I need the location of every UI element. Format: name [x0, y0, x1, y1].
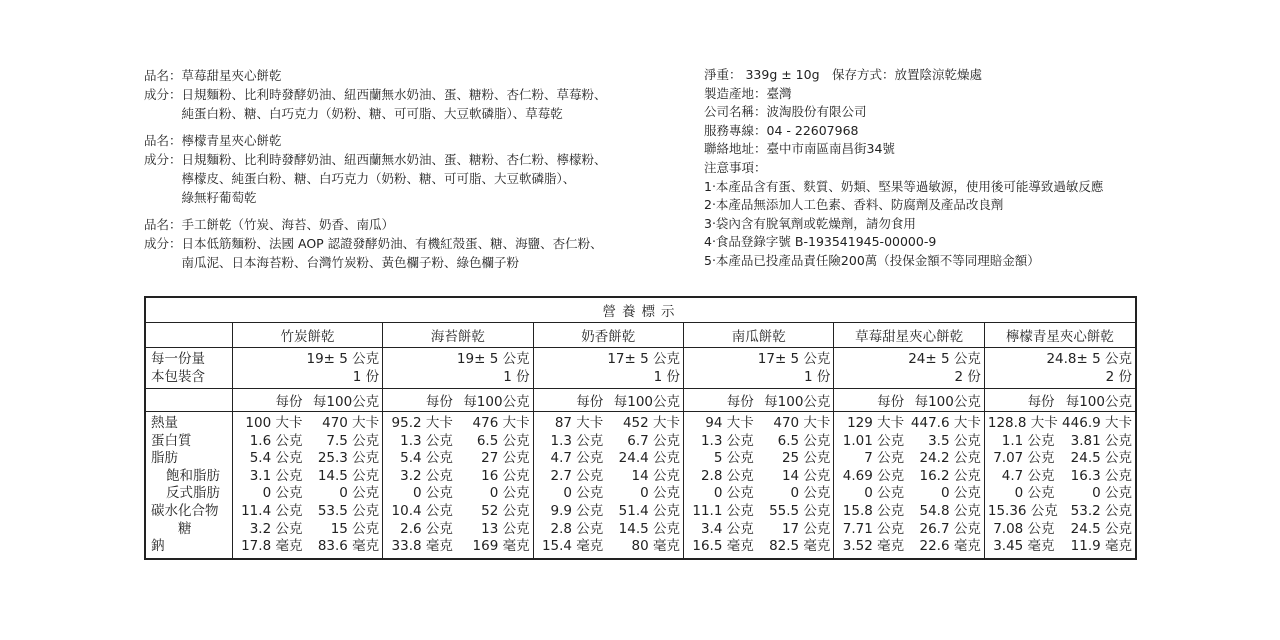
- serving-values: [533, 348, 683, 389]
- value-per-100g: 52 公克: [481, 502, 530, 519]
- value-per-serving: 11.1 公克: [684, 503, 757, 521]
- nutrient-row: [146, 538, 1135, 558]
- value-per-serving: 1.3 公克: [684, 433, 757, 451]
- value-per-serving: 3.52 毫克: [834, 538, 907, 558]
- nutrient-row: [146, 468, 1135, 486]
- nutrient-label: 碳水化合物: [151, 502, 219, 519]
- product-column-name: 奶香餅乾: [533, 323, 683, 348]
- value-per-100g: 25 公克: [781, 450, 831, 467]
- product-name: 草莓甜星夾心餅乾: [181, 68, 282, 83]
- value-per-100g: 6.5 公克: [476, 432, 530, 449]
- value-per-serving: 7.08 公克: [984, 521, 1057, 539]
- value-per-100g: 16.3 公克: [1070, 467, 1132, 484]
- servings-count: 2 份: [1105, 369, 1132, 385]
- value-per-100g: 470 大卡: [322, 415, 380, 431]
- product-block: [144, 131, 664, 207]
- ingredients-row: [144, 234, 664, 272]
- value-per-serving: 5 公克: [684, 450, 757, 468]
- ingredients-line: 檸檬皮、純蛋白粉、糖、白巧克力（奶粉、糖、可可脂、大豆軟磷脂）、: [181, 171, 576, 186]
- per-100g-header: 每100公克: [757, 389, 834, 412]
- value-per-100g: 11.9 毫克: [1070, 538, 1132, 555]
- serving-size: 24.8± 5 公克: [1046, 351, 1132, 367]
- value-per-serving: 3.2 公克: [232, 521, 305, 539]
- value-per-100g: 24.4 公克: [618, 450, 681, 467]
- product-name-label: 品名：: [144, 217, 182, 232]
- value-per-serving: 0 公克: [232, 485, 305, 503]
- product-column-name: 檸檬青星夾心餅乾: [984, 323, 1135, 348]
- value-per-100g: 54.8 公克: [919, 502, 981, 519]
- product-column-name: 竹炭餅乾: [232, 323, 382, 348]
- ingredients-text: [182, 85, 664, 123]
- info-line: 公司名稱：波淘股份有限公司: [704, 104, 867, 120]
- serving-size: 17± 5 公克: [757, 351, 831, 367]
- value-per-serving: 7.71 公克: [834, 521, 907, 539]
- value-per-serving: 15.4 毫克: [533, 538, 606, 558]
- value-per-100g: 24.5 公克: [1070, 450, 1132, 467]
- serving-row: [146, 348, 1135, 389]
- value-per-serving: 7 公克: [834, 450, 907, 468]
- value-per-100g: 446.9 大卡: [1062, 415, 1132, 431]
- value-per-serving: 15.8 公克: [834, 503, 907, 521]
- value-per-100g: 452 大卡: [622, 415, 681, 431]
- per-serving-header: 每份: [383, 389, 456, 412]
- value-per-serving: 4.7 公克: [984, 468, 1057, 486]
- value-per-100g: 26.7 公克: [919, 520, 981, 537]
- nutrient-label: 反式脂肪: [166, 485, 220, 502]
- value-per-100g: 0 公克: [339, 485, 380, 502]
- product-ingredients: [144, 66, 664, 280]
- ingredients-label: 成分：: [144, 152, 182, 167]
- value-per-100g: 6.5 公克: [777, 432, 831, 449]
- serving-values: [383, 348, 533, 389]
- info-line: 1‧本產品含有蛋、麩質、奶類、堅果等過敏源，使用後可能導致過敏反應: [704, 178, 1104, 194]
- value-per-100g: 24.2 公克: [919, 450, 981, 467]
- info-line: 4‧食品登錄字號 B-193541945-00000-9: [704, 234, 937, 250]
- per-serving-header: 每份: [684, 389, 757, 412]
- info-line: 聯絡地址：臺中市南區南昌街34號: [704, 141, 895, 157]
- value-per-100g: 55.5 公克: [769, 502, 831, 519]
- per-serving-header: 每份: [834, 389, 907, 412]
- empty-cell: [146, 389, 232, 412]
- value-per-100g: 27 公克: [481, 450, 530, 467]
- value-per-100g: 14.5 公克: [317, 467, 380, 484]
- product-column-name: 草莓甜星夾心餅乾: [834, 323, 984, 348]
- value-per-100g: 16 公克: [481, 467, 530, 484]
- nutrient-row: [146, 412, 1135, 433]
- value-per-serving: 1.6 公克: [232, 433, 305, 451]
- value-per-100g: 80 毫克: [631, 538, 681, 555]
- serving-size: 17± 5 公克: [607, 351, 681, 367]
- value-per-serving: 95.2 大卡: [383, 412, 456, 433]
- nutrient-row: [146, 433, 1135, 451]
- value-per-serving: 0 公克: [684, 485, 757, 503]
- value-per-100g: 14.5 公克: [618, 520, 681, 537]
- product-name-label: 品名：: [144, 133, 182, 148]
- value-per-100g: 82.5 毫克: [769, 538, 831, 555]
- value-per-100g: 0 公克: [1092, 485, 1132, 502]
- nutrition-product-names: [146, 323, 1135, 348]
- per-100g-header: 每100公克: [1058, 389, 1135, 412]
- ingredients-label: 成分：: [144, 236, 182, 251]
- per-100g-header: 每100公克: [305, 389, 382, 412]
- value-per-serving: 3.4 公克: [684, 521, 757, 539]
- value-per-100g: 476 大卡: [472, 415, 530, 431]
- value-per-serving: 4.69 公克: [834, 468, 907, 486]
- serving-values: [834, 348, 984, 389]
- product-column-name: 海苔餅乾: [383, 323, 533, 348]
- value-per-serving: 10.4 公克: [383, 503, 456, 521]
- info-line: 5‧本產品已投產品責任險200萬（投保金額不等同理賠金額）: [704, 252, 1040, 268]
- ingredients-text: [182, 150, 664, 207]
- serving-size-label: 每一份量: [151, 351, 205, 367]
- ingredients-line: 日本低筋麵粉、法國 AOP 認證發酵奶油、有機紅殼蛋、糖、海鹽、杏仁粉、: [181, 236, 603, 251]
- per-serving-header: 每份: [232, 389, 305, 412]
- product-block: [144, 66, 664, 123]
- value-per-serving: 5.4 公克: [232, 450, 305, 468]
- serving-values: [684, 348, 834, 389]
- value-per-100g: 24.5 公克: [1070, 520, 1132, 537]
- nutrient-row: [146, 503, 1135, 521]
- per-100g-header: 每100公克: [606, 389, 683, 412]
- per-serving-header: 每份: [533, 389, 606, 412]
- value-per-serving: 129 大卡: [834, 412, 907, 433]
- product-info: [704, 66, 1164, 271]
- value-per-serving: 16.5 毫克: [684, 538, 757, 558]
- nutrient-label: 飽和脂肪: [166, 467, 220, 484]
- info-line: 淨重： 339g ± 10g 保存方式：放置陰涼乾燥處: [704, 67, 983, 82]
- per-serving-header: 每份: [984, 389, 1057, 412]
- product-name-row: [144, 131, 664, 150]
- serving-size: 19± 5 公克: [456, 351, 530, 367]
- value-per-serving: 3.1 公克: [232, 468, 305, 486]
- value-per-100g: 0 公克: [790, 485, 831, 502]
- value-per-serving: 1.3 公克: [383, 433, 456, 451]
- value-per-100g: 14 公克: [631, 467, 681, 484]
- value-per-serving: 0 公克: [383, 485, 456, 503]
- value-per-100g: 13 公克: [481, 520, 530, 537]
- value-per-100g: 0 公克: [489, 485, 530, 502]
- ingredients-row: [144, 150, 664, 207]
- value-per-100g: 0 公克: [940, 485, 981, 502]
- value-per-serving: 2.7 公克: [533, 468, 606, 486]
- value-per-serving: 3.2 公克: [383, 468, 456, 486]
- value-per-serving: 5.4 公克: [383, 450, 456, 468]
- servings-per-package-label: 本包裝含: [151, 369, 205, 385]
- ingredients-line: 綠無籽葡萄乾: [181, 190, 257, 205]
- per-header-row: [146, 389, 1135, 412]
- ingredients-line: 日規麵粉、比利時發酵奶油、紐西蘭無水奶油、蛋、糖粉、杏仁粉、草莓粉、: [181, 87, 607, 102]
- value-per-serving: 3.45 毫克: [984, 538, 1057, 558]
- nutrition-facts-table: [144, 296, 1137, 560]
- value-per-serving: 100 大卡: [232, 412, 305, 433]
- value-per-100g: 51.4 公克: [618, 502, 681, 519]
- value-per-serving: 9.9 公克: [533, 503, 606, 521]
- value-per-serving: 1.01 公克: [834, 433, 907, 451]
- value-per-100g: 16.2 公克: [919, 467, 981, 484]
- value-per-100g: 7.5 公克: [326, 432, 380, 449]
- product-name: 檸檬青星夾心餅乾: [181, 133, 282, 148]
- info-line: 2‧本產品無添加人工色素、香料、防腐劑及產品改良劑: [704, 197, 1004, 213]
- nutrient-row: [146, 521, 1135, 539]
- nutrient-label: 糖: [178, 520, 192, 537]
- serving-size: 19± 5 公克: [306, 351, 380, 367]
- nutrient-row: [146, 450, 1135, 468]
- value-per-100g: 6.7 公克: [627, 432, 681, 449]
- value-per-serving: 11.4 公克: [232, 503, 305, 521]
- info-line: 服務專線：04 - 22607968: [704, 122, 859, 138]
- value-per-serving: 15.36 公克: [984, 503, 1057, 521]
- serving-values: [232, 348, 382, 389]
- serving-values: [984, 348, 1135, 389]
- nutrition-title: 營養標示: [146, 298, 1135, 323]
- ingredients-line: 純蛋白粉、糖、白巧克力（奶粉、糖、可可脂、大豆軟磷脂）、草莓乾: [181, 106, 563, 121]
- nutrient-row: [146, 485, 1135, 503]
- nutrition-title-row: [146, 298, 1135, 323]
- info-line: 注意事項：: [704, 159, 767, 175]
- value-per-100g: 53.2 公克: [1070, 502, 1132, 519]
- product-name-label: 品名：: [144, 68, 182, 83]
- value-per-serving: 17.8 毫克: [232, 538, 305, 558]
- per-100g-header: 每100公克: [456, 389, 533, 412]
- product-column-name: 南瓜餅乾: [684, 323, 834, 348]
- value-per-serving: 33.8 毫克: [383, 538, 456, 558]
- info-line: 3‧袋內含有脫氧劑或乾燥劑，請勿食用: [704, 215, 916, 231]
- value-per-serving: 94 大卡: [684, 412, 757, 433]
- product-name-row: [144, 215, 664, 234]
- value-per-100g: 25.3 公克: [317, 450, 380, 467]
- servings-count: 1 份: [503, 369, 530, 385]
- serving-size: 24± 5 公克: [908, 351, 981, 367]
- value-per-100g: 14 公克: [781, 467, 831, 484]
- value-per-100g: 15 公克: [330, 520, 380, 537]
- value-per-100g: 17 公克: [781, 520, 831, 537]
- per-100g-header: 每100公克: [907, 389, 984, 412]
- value-per-serving: 7.07 公克: [984, 450, 1057, 468]
- product-name: 手工餅乾（竹炭、海苔、奶香、南瓜）: [181, 217, 395, 232]
- servings-count: 2 份: [954, 369, 981, 385]
- value-per-100g: 447.6 大卡: [910, 415, 981, 431]
- ingredients-text: [182, 234, 664, 272]
- value-per-serving: 87 大卡: [533, 412, 606, 433]
- value-per-100g: 22.6 毫克: [919, 538, 981, 555]
- servings-count: 1 份: [653, 369, 681, 385]
- value-per-100g: 169 毫克: [472, 538, 530, 555]
- value-per-100g: 0 公克: [640, 485, 681, 502]
- value-per-100g: 3.5 公克: [928, 432, 981, 449]
- ingredients-label: 成分：: [144, 87, 182, 102]
- value-per-serving: 1.1 公克: [984, 433, 1057, 451]
- value-per-100g: 3.81 公克: [1070, 432, 1132, 449]
- product-block: [144, 215, 664, 272]
- value-per-serving: 1.3 公克: [533, 433, 606, 451]
- value-per-serving: 0 公克: [984, 485, 1057, 503]
- info-line: 製造產地：臺灣: [704, 85, 792, 101]
- nutrient-label: 蛋白質: [151, 432, 192, 449]
- value-per-serving: 2.6 公克: [383, 521, 456, 539]
- nutrient-label: 熱量: [151, 415, 178, 431]
- nutrient-label: 鈉: [151, 538, 165, 555]
- servings-count: 1 份: [804, 369, 831, 385]
- ingredients-row: [144, 85, 664, 123]
- value-per-serving: 2.8 公克: [533, 521, 606, 539]
- product-name-row: [144, 66, 664, 85]
- ingredients-line: 日規麵粉、比利時發酵奶油、紐西蘭無水奶油、蛋、糖粉、杏仁粉、檸檬粉、: [181, 152, 607, 167]
- value-per-100g: 53.5 公克: [317, 502, 380, 519]
- value-per-100g: 470 大卡: [773, 415, 831, 431]
- value-per-serving: 4.7 公克: [533, 450, 606, 468]
- value-per-serving: 2.8 公克: [684, 468, 757, 486]
- value-per-serving: 0 公克: [834, 485, 907, 503]
- nutrient-label: 脂肪: [151, 450, 178, 467]
- serving-labels: [146, 348, 232, 389]
- servings-count: 1 份: [352, 369, 380, 385]
- value-per-100g: 83.6 毫克: [317, 538, 380, 555]
- value-per-serving: 0 公克: [533, 485, 606, 503]
- ingredients-line: 南瓜泥、日本海苔粉、台灣竹炭粉、黃色欄子粉、綠色欄子粉: [181, 255, 520, 270]
- empty-cell: [146, 323, 232, 348]
- value-per-serving: 128.8 大卡: [984, 412, 1057, 433]
